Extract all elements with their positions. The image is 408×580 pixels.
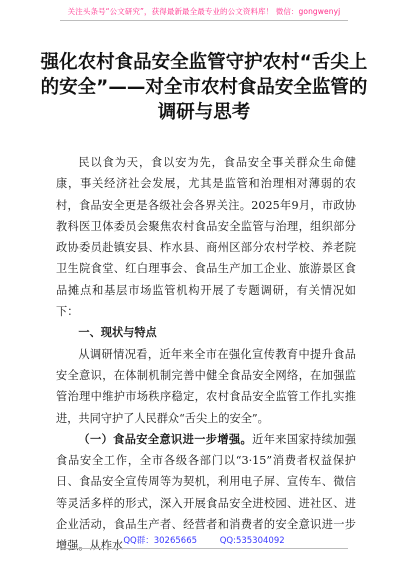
header-banner: 关注头条号“公文研究”，获得最新最全最专业的公文资料库！ 微信：gongwenyj — [67, 7, 341, 16]
subsection-text: 近年来国家持续加强食品安全工作，全市各级各部门以“3·15”消费者权益保护日、食品安全宣传周等为契机，利用电子屏、宣传车、微信等灵活多样的形式，深入开展食品安全进校园、进社区、进企业活动，食品生产者、经营者和消费者的安全意识进一步增强。从柞水 — [56, 432, 356, 553]
section-paragraph: 从调研情况看，近年来全市在强化宣传教育中提升食品安全意识，在体制机制完善中健全食品安全网络，在加强监管治理中维护市场秩序稳定，农村食品安全监管工作扎实推进，共同守护了人民群众“舌尖上的安全”。 — [56, 347, 356, 425]
title-line: 的安全”——对全市农村食品安全监管的 — [40, 77, 368, 98]
section-heading: 一、现状与特点 — [78, 326, 157, 340]
footer-qq-group: QQ群：30265665 — [123, 536, 198, 546]
document-body — [56, 152, 356, 557]
subsection-heading: （一）食品安全意识进一步增强。 — [78, 432, 253, 446]
footer-divider — [60, 548, 348, 549]
title-line: 强化农村食品安全监管守护农村“舌尖上 — [40, 52, 368, 73]
title-line: 调研与思考 — [157, 102, 251, 123]
footer-contact — [0, 534, 408, 546]
header-divider — [60, 20, 348, 21]
document-title — [40, 50, 368, 125]
intro-paragraph: 民以食为天，食以安为先，食品安全事关群众生命健康，事关经济社会发展，尤其是监管和治理相对薄弱的农村，食品安全更是各级社会各界关注。2025年9月，市政协教科医卫体委员会聚焦农村食品安全监管与治理，组织部分政协委员赴镇安县、柞水县、商州区部分农村学校、养老院卫生院食堂、红白理事会、食品生产加工企业、旅游景区食品摊点和基层市场监管机构开展了专题调研，有关情况如下： — [56, 156, 356, 319]
footer-qq: QQ:535304092 — [219, 536, 285, 546]
